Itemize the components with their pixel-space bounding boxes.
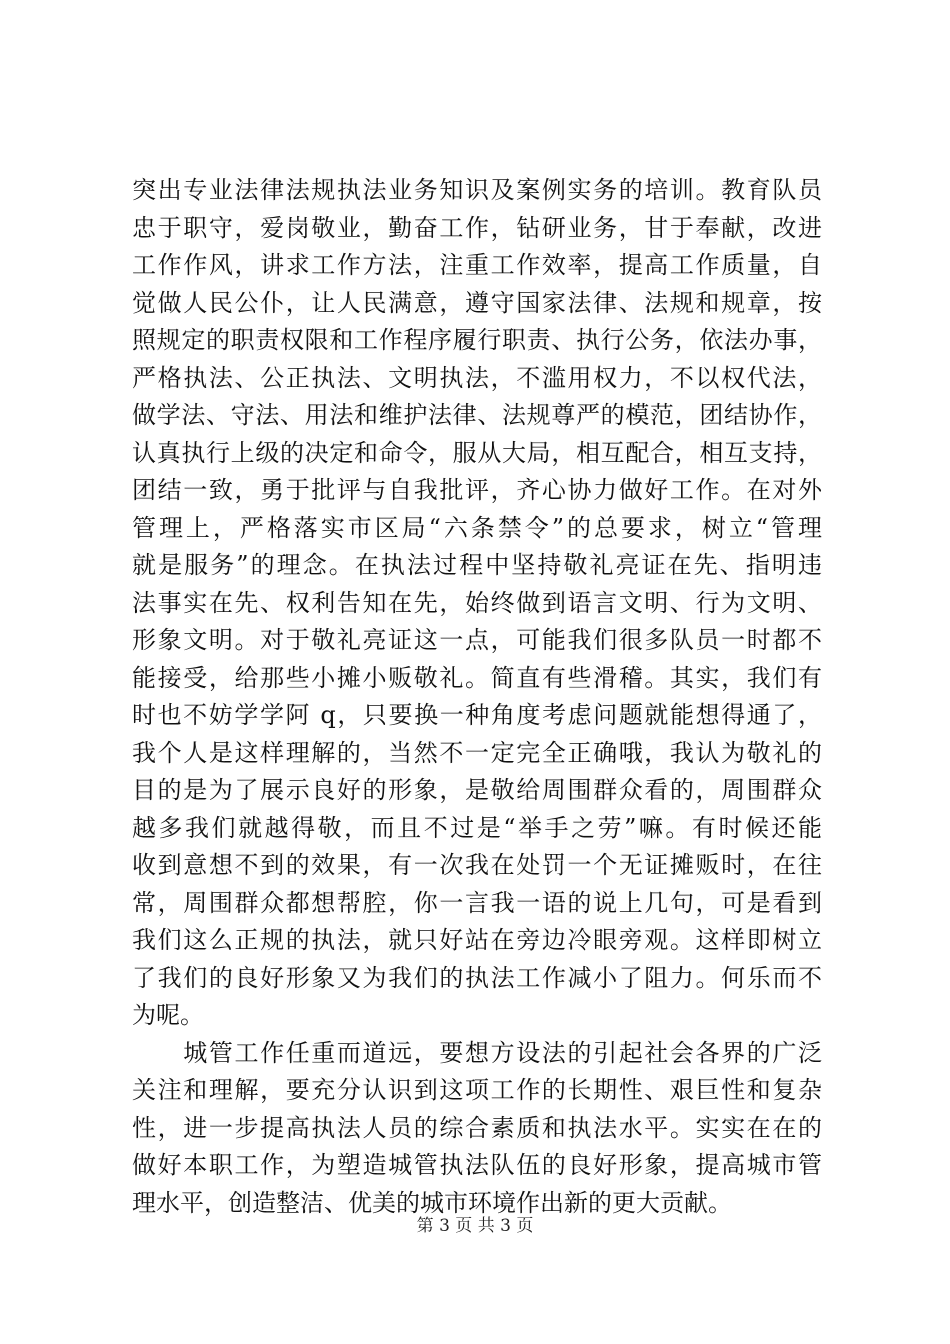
text-line: 觉做人民公仆，让人民满意，遵守国家法律、法规和规章，按	[132, 288, 822, 317]
text-line: 能接受，给那些小摊小贩敬礼。简直有些滑稽。其实，我们有	[132, 663, 822, 692]
text-line: 忠于职守，爱岗敬业，勤奋工作，钻研业务，甘于奉献，改进	[132, 213, 822, 242]
document-body	[132, 172, 822, 1222]
text-line: 常，周围群众都想帮腔，你一言我一语的说上几句，可是看到	[132, 888, 822, 917]
text-line: 关注和理解，要充分认识到这项工作的长期性、艰巨性和复杂	[132, 1076, 822, 1104]
text-line: 认真执行上级的决定和命令，服从大局，相互配合，相互支持，	[132, 438, 822, 467]
text-line: 法事实在先、权利告知在先，始终做到语言文明、行为文明、	[132, 588, 822, 617]
page-footer: 第 3 页 共 3 页	[416, 1216, 534, 1236]
text-line: 管理上，严格落实市区局“六条禁令”的总要求，树立“管理	[132, 513, 822, 542]
text-line: 目的是为了展示良好的形象，是敬给周围群众看的，周围群众	[132, 776, 822, 804]
text-line: 我们这么正规的执法，就只好站在旁边冷眼旁观。这样即树立	[132, 926, 822, 954]
text-line: 性，进一步提高执法人员的综合素质和执法水平。实实在在的	[132, 1113, 822, 1142]
text-line: 严格执法、公正执法、文明执法，不滥用权力，不以权代法，	[132, 363, 822, 392]
text-line: 为呢。	[132, 1001, 204, 1029]
text-line: 我个人是这样理解的，当然不一定完全正确哦，我认为敬礼的	[132, 738, 822, 767]
text-line: 越多我们就越得敬，而且不过是“举手之劳”嘛。有时候还能	[132, 813, 822, 842]
text-line: 突出专业法律法规执法业务知识及案例实务的培训。教育队员	[132, 176, 822, 204]
text-line: 城管工作任重而道远，要想方设法的引起社会各界的广泛	[132, 1038, 822, 1067]
text-line: 形象文明。对于敬礼亮证这一点，可能我们很多队员一时都不	[132, 626, 822, 654]
text-line: 做学法、守法、用法和维护法律、法规尊严的模范，团结协作，	[132, 401, 822, 429]
text-line: 收到意想不到的效果，有一次我在处罚一个无证摊贩时，在往	[132, 851, 822, 879]
paragraph-2	[132, 1035, 822, 1223]
text-line: 照规定的职责权限和工作程序履行职责、执行公务，依法办事，	[132, 326, 822, 354]
text-line: 理水平，创造整洁、优美的城市环境作出新的更大贡献。	[132, 1188, 732, 1217]
paragraph-1	[132, 172, 822, 1035]
text-line: 就是服务”的理念。在执法过程中坚持敬礼亮证在先、指明违	[132, 551, 822, 579]
text-line: 团结一致，勇于批评与自我批评，齐心协力做好工作。在对外	[132, 476, 822, 504]
text-line: 工作作风，讲求工作方法，注重工作效率，提高工作质量，自	[132, 251, 822, 279]
text-line: 时也不妨学学阿 q，只要换一种角度考虑问题就能想得通了，	[132, 701, 822, 729]
text-line: 做好本职工作，为塑造城管执法队伍的良好形象，提高城市管	[132, 1151, 822, 1179]
text-line: 了我们的良好形象又为我们的执法工作减小了阻力。何乐而不	[132, 963, 822, 992]
